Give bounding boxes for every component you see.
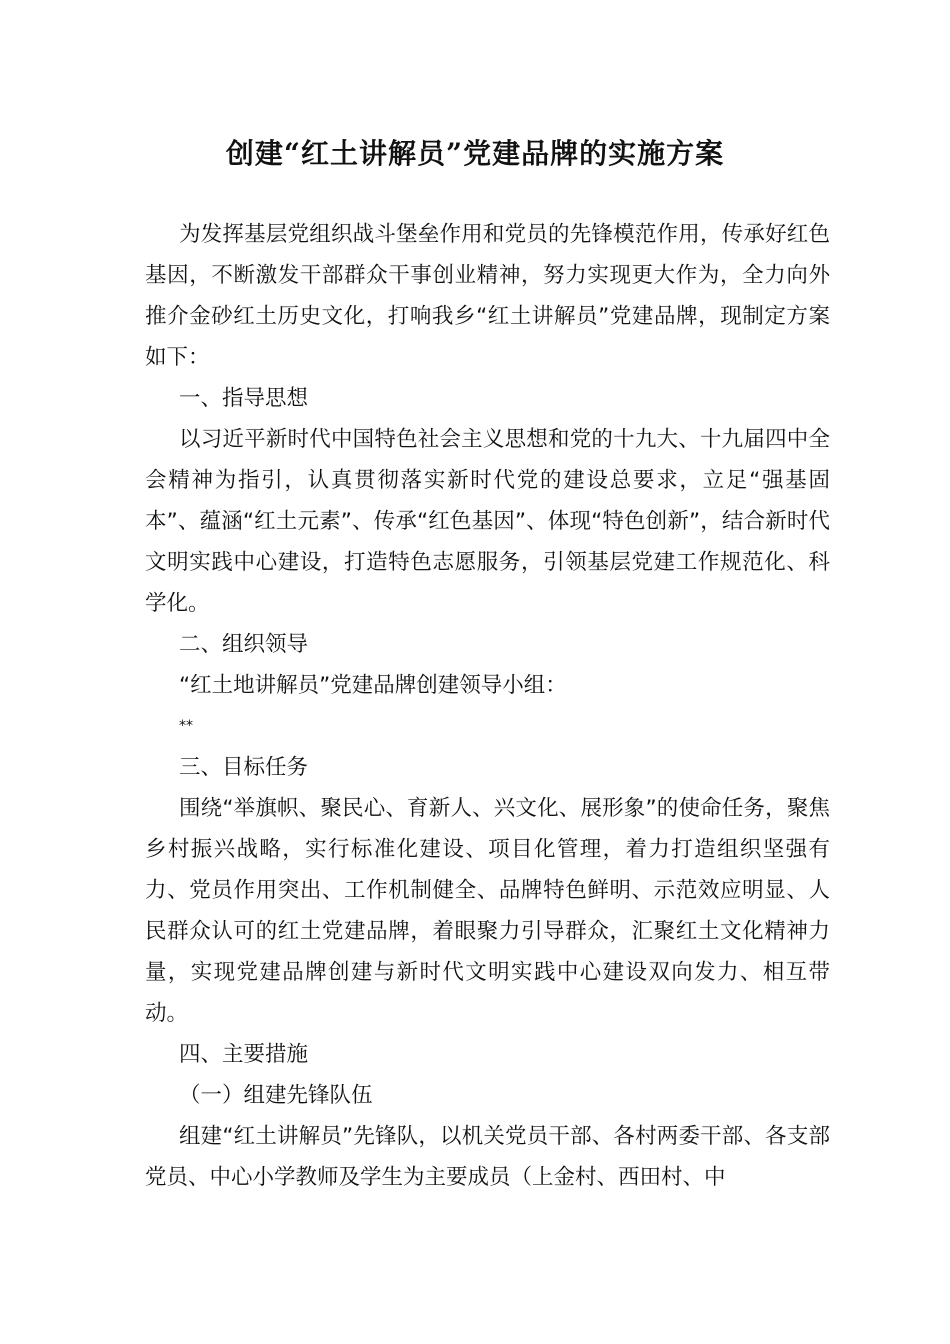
paragraph-leading-group: “红土地讲解员”党建品牌创建领导小组： [179,673,567,698]
section-heading-organization: 二、组织领导 [179,632,309,657]
section-heading-measures: 四、主要措施 [179,1042,309,1067]
document-body [145,214,830,1198]
section-heading-guiding-ideology: 一、指导思想 [179,386,309,411]
paragraph-redacted-names: ** [179,718,193,734]
paragraph-intro: 为发挥基层党组织战斗堡垒作用和党员的先锋模范作用，传承好红色基因，不断激发干部群众干事创业精神，努力实现更大作为，全力向外推介金砂红土历史文化，打响我乡“红土讲解员”党建品牌，现制定方案如下： [145,222,830,370]
paragraph-guiding-ideology: 以习近平新时代中国特色社会主义思想和党的十九大、十九届四中全会精神为指引，认真贯彻落实新时代党的建设总要求，立足“强基固本”、蕴涵“红土元素”、传承“红色基因”、体现“特色创新”，结合新时代文明实践中心建设，打造特色志愿服务，引领基层党建工作规范化、科学化。 [145,427,830,616]
section-heading-goals: 三、目标任务 [179,755,309,780]
paragraph-goals: 围绕“举旗帜、聚民心、育新人、兴文化、展形象”的使命任务，聚焦乡村振兴战略，实行标准化建设、项目化管理，着力打造组织坚强有力、党员作用突出、工作机制健全、品牌特色鲜明、示范效应明显、人民群众认可的红土党建品牌，着眼聚力引导群众，汇聚红土文化精神力量，实现党建品牌创建与新时代文明实践中心建设双向发力、相互带动。 [145,796,830,1026]
document-title: 创建“红土讲解员”党建品牌的实施方案 [225,137,725,170]
paragraph-team: 组建“红土讲解员”先锋队，以机关党员干部、各村两委干部、各支部党员、中心小学教师及学生为主要成员（上金村、西田村、中 [145,1124,830,1190]
subsection-heading-team: （一）组建先锋队伍 [179,1083,373,1108]
